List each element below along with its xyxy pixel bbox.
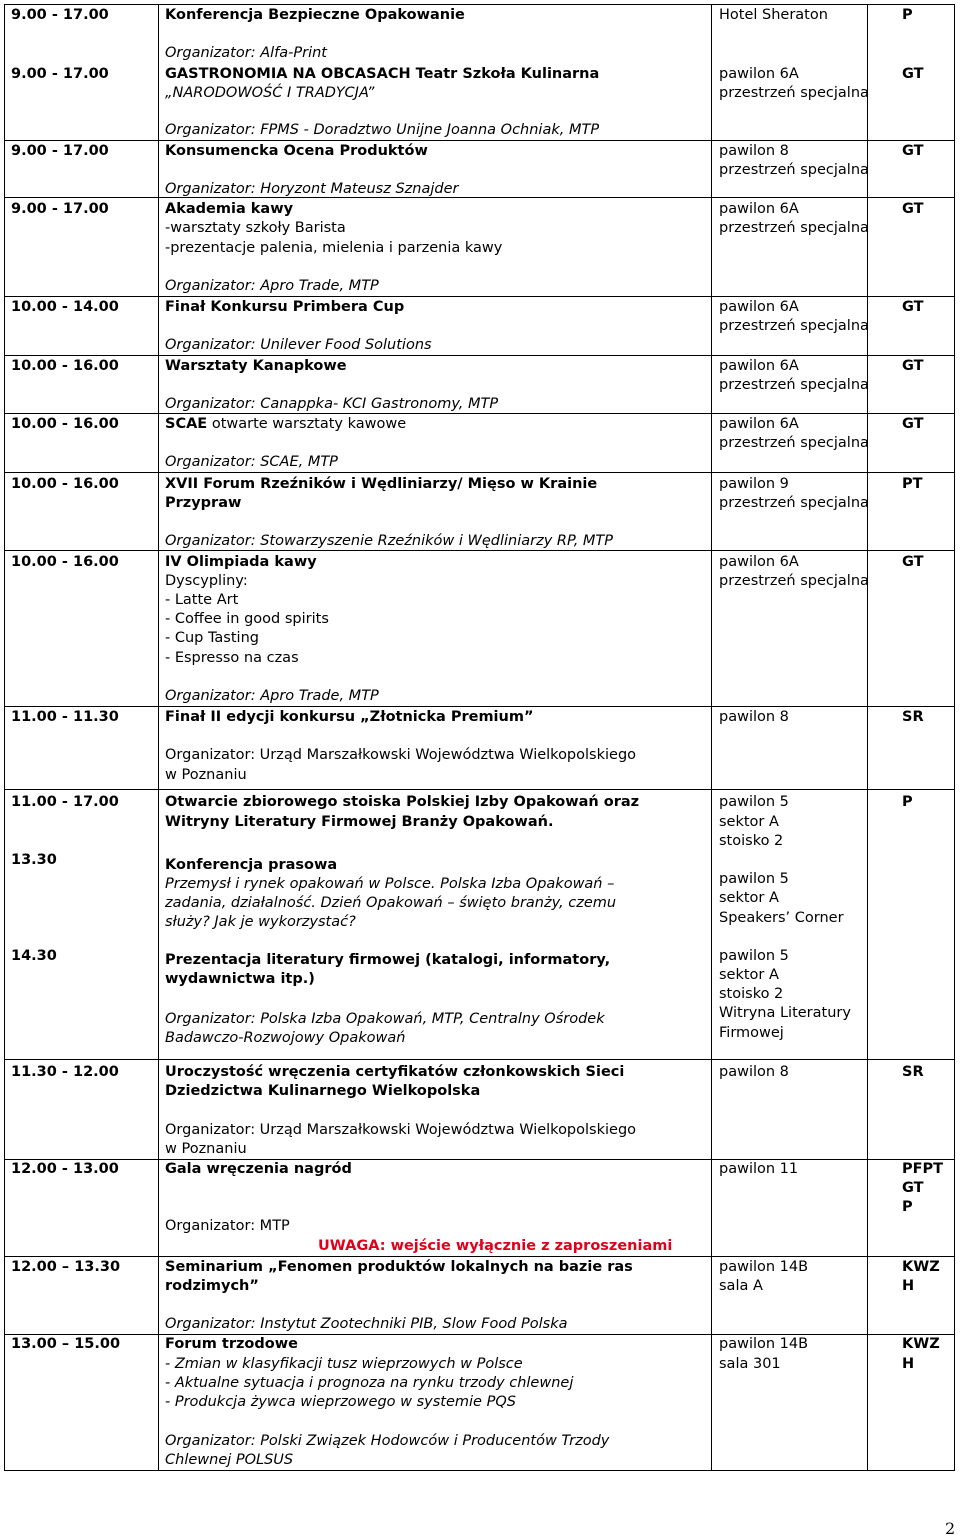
event-location: pawilon 11 [719,1161,799,1177]
event-title: Finał Konkursu Primbera Cup [165,299,405,315]
event-location: Hotel Sheraton [719,7,828,23]
event-code: PFPT [902,1161,944,1177]
event-location: sala 301 [719,1356,781,1372]
event-detail: - Zmian w klasyfikacji tusz wieprzowych w Polsce [165,1356,523,1372]
event-location: pawilon 9 [719,476,789,492]
event-location: sala A [719,1278,763,1294]
event-title: Prezentacja literatury firmowej (katalogi, informatory, [165,952,611,968]
event-location: pawilon 6A [719,299,799,315]
event-code: SR [902,1064,924,1080]
event-title: XVII Forum Rzeźników i Wędliniarzy/ Mięso w Krainie [165,476,598,492]
event-detail: -warsztaty szkoły Barista [165,220,346,236]
event-location: przestrzeń specjalna [719,220,869,236]
event-organizer: w Poznaniu [165,767,247,783]
event-title: Warsztaty Kanapkowe [165,358,347,374]
event-code: GT [902,416,924,432]
event-time: 10.00 - 16.00 [11,554,119,570]
event-organizer: w Poznaniu [165,1141,247,1157]
event-location: stoisko 2 [719,986,784,1002]
event-location: pawilon 8 [719,709,789,725]
event-code: H [902,1356,915,1372]
event-organizer: Organizator: Instytut Zootechniki PIB, Slow Food Polska [165,1316,568,1332]
event-location: przestrzeń specjalna [719,85,869,101]
event-time: 10.00 - 16.00 [11,416,119,432]
event-location: przestrzeń specjalna [719,162,869,178]
event-time: 13.00 – 15.00 [11,1336,121,1352]
event-code: KWZ [902,1336,940,1352]
event-title: Konferencja Bezpieczne Opakowanie [165,7,465,23]
event-time: 11.00 - 11.30 [11,709,119,725]
event-title-bold: SCAE [165,416,208,432]
event-organizer: Organizator: Stowarzyszenie Rzeźników i Wędliniarzy RP, MTP [165,533,614,549]
event-time: 9.00 - 17.00 [11,201,109,217]
event-detail: - Espresso na czas [165,650,299,666]
event-location: pawilon 6A [719,66,799,82]
event-location: pawilon 5 [719,794,789,810]
event-location: pawilon 14B [719,1336,809,1352]
event-code: GT [902,358,924,374]
event-time: 10.00 - 14.00 [11,299,119,315]
event-detail: - Produkcja żywca wieprzowego w systemie PQS [165,1394,516,1410]
event-title: Witryny Literatury Firmowej Branży Opakowań. [165,814,554,830]
event-location: przestrzeń specjalna [719,495,869,511]
event-location: przestrzeń specjalna [719,573,869,589]
event-location: pawilon 8 [719,143,789,159]
event-organizer: Organizator: Urząd Marszałkowski Województwa Wielkopolskiego [165,1122,637,1138]
event-location: pawilon 14B [719,1259,809,1275]
event-code: GT [902,299,924,315]
event-title: IV Olimpiada kawy [165,554,317,570]
event-code: P [902,1199,913,1215]
event-location: sektor A [719,814,779,830]
event-organizer: Organizator: SCAE, MTP [165,454,338,470]
event-location: pawilon 5 [719,948,789,964]
event-title: Dziedzictwa Kulinarnego Wielkopolska [165,1083,481,1099]
event-code: GT [902,554,924,570]
event-location: przestrzeń specjalna [719,377,869,393]
event-location: stoisko 2 [719,833,784,849]
event-title: Akademia kawy [165,201,294,217]
event-code: GT [902,1180,924,1196]
event-organizer: Organizator: Polska Izba Opakowań, MTP, Centralny Ośrodek [165,1011,605,1027]
event-time: 13.30 [11,852,57,868]
event-title: Seminarium „Fenomen produktów lokalnych na bazie ras [165,1259,633,1275]
event-title: Uroczystość wręczenia certyfikatów członkowskich Sieci [165,1064,625,1080]
event-detail: Dyscypliny: [165,573,248,589]
event-organizer: Organizator: FPMS - Doradztwo Unijne Joanna Ochniak, MTP [165,122,600,138]
event-time: 10.00 - 16.00 [11,476,119,492]
event-detail: - Aktualne sytuacja i prognoza na rynku trzody chlewnej [165,1375,574,1391]
event-time: 11.30 - 12.00 [11,1064,119,1080]
event-detail: Przemysł i rynek opakowań w Polsce. Polska Izba Opakowań – [165,876,615,892]
event-title: rodzimych” [165,1278,259,1294]
event-organizer: Organizator: Horyzont Mateusz Sznajder [165,181,459,197]
event-location: pawilon 6A [719,554,799,570]
event-organizer: Organizator: MTP [165,1218,290,1234]
event-code: P [902,794,913,810]
event-location: pawilon 6A [719,358,799,374]
event-detail: -prezentacje palenia, mielenia i parzenia kawy [165,240,503,256]
event-organizer: Organizator: Apro Trade, MTP [165,688,379,704]
event-detail: służy? Jak je wykorzystać? [165,914,356,930]
event-location: Speakers’ Corner [719,910,844,926]
event-title: Finał II edycji konkursu „Złotnicka Premium” [165,709,534,725]
event-time: 12.00 – 13.30 [11,1259,121,1275]
table-border-right [954,4,955,1471]
event-title: Otwarcie zbiorowego stoiska Polskiej Izby Opakowań oraz [165,794,640,810]
event-time: 11.00 - 17.00 [11,794,119,810]
event-subtitle: „NARODOWOŚĆ I TRADYCJA” [165,85,375,101]
event-location: sektor A [719,967,779,983]
event-location: pawilon 6A [719,416,799,432]
event-title: Przypraw [165,495,242,511]
event-code: SR [902,709,924,725]
event-location: pawilon 6A [719,201,799,217]
event-location: sektor A [719,890,779,906]
event-organizer: Badawczo-Rozwojowy Opakowań [165,1030,406,1046]
event-code: H [902,1278,915,1294]
event-title [165,415,406,434]
event-organizer: Chlewnej POLSUS [165,1452,294,1468]
event-code: KWZ [902,1259,940,1275]
event-code: GT [902,66,924,82]
event-organizer: Organizator: Apro Trade, MTP [165,278,379,294]
event-organizer: Organizator: Polski Związek Hodowców i Producentów Trzody [165,1433,610,1449]
event-time: 9.00 - 17.00 [11,66,109,82]
event-organizer: Organizator: Alfa-Print [165,45,327,61]
event-detail: zadania, działalność. Dzień Opakowań – święto branży, czemu [165,895,617,911]
event-location: przestrzeń specjalna [719,318,869,334]
event-time: 10.00 - 16.00 [11,358,119,374]
invitation-notice: UWAGA: wejście wyłącznie z zaproszeniami [318,1238,673,1254]
event-title: Forum trzodowe [165,1336,298,1352]
event-title: GASTRONOMIA NA OBCASACH Teatr Szkoła Kulinarna [165,66,600,82]
event-title: Konferencja prasowa [165,857,338,873]
event-code: GT [902,201,924,217]
event-organizer: Organizator: Canappka- KCI Gastronomy, MTP [165,396,499,412]
event-detail: - Coffee in good spirits [165,611,329,627]
event-code: P [902,7,913,23]
event-organizer: Organizator: Unilever Food Solutions [165,337,432,353]
event-location: pawilon 5 [719,871,789,887]
event-time: 9.00 - 17.00 [11,143,109,159]
event-location: Witryna Literatury [719,1005,851,1021]
event-location: przestrzeń specjalna [719,435,869,451]
event-location: Firmowej [719,1025,784,1041]
event-time: 14.30 [11,948,57,964]
event-detail: - Cup Tasting [165,630,259,646]
event-code: PT [902,476,923,492]
event-title-rest: otwarte warsztaty kawowe [207,416,407,432]
event-title: wydawnictwa itp.) [165,971,315,987]
event-title: Konsumencka Ocena Produktów [165,143,428,159]
event-time: 12.00 - 13.00 [11,1161,119,1177]
event-time: 9.00 - 17.00 [11,7,109,23]
event-detail: - Latte Art [165,592,239,608]
event-organizer: Organizator: Urząd Marszałkowski Województwa Wielkopolskiego [165,747,637,763]
event-code: GT [902,143,924,159]
event-location: pawilon 8 [719,1064,789,1080]
event-title: Gala wręczenia nagród [165,1161,352,1177]
page-number: 2 [945,1519,956,1538]
